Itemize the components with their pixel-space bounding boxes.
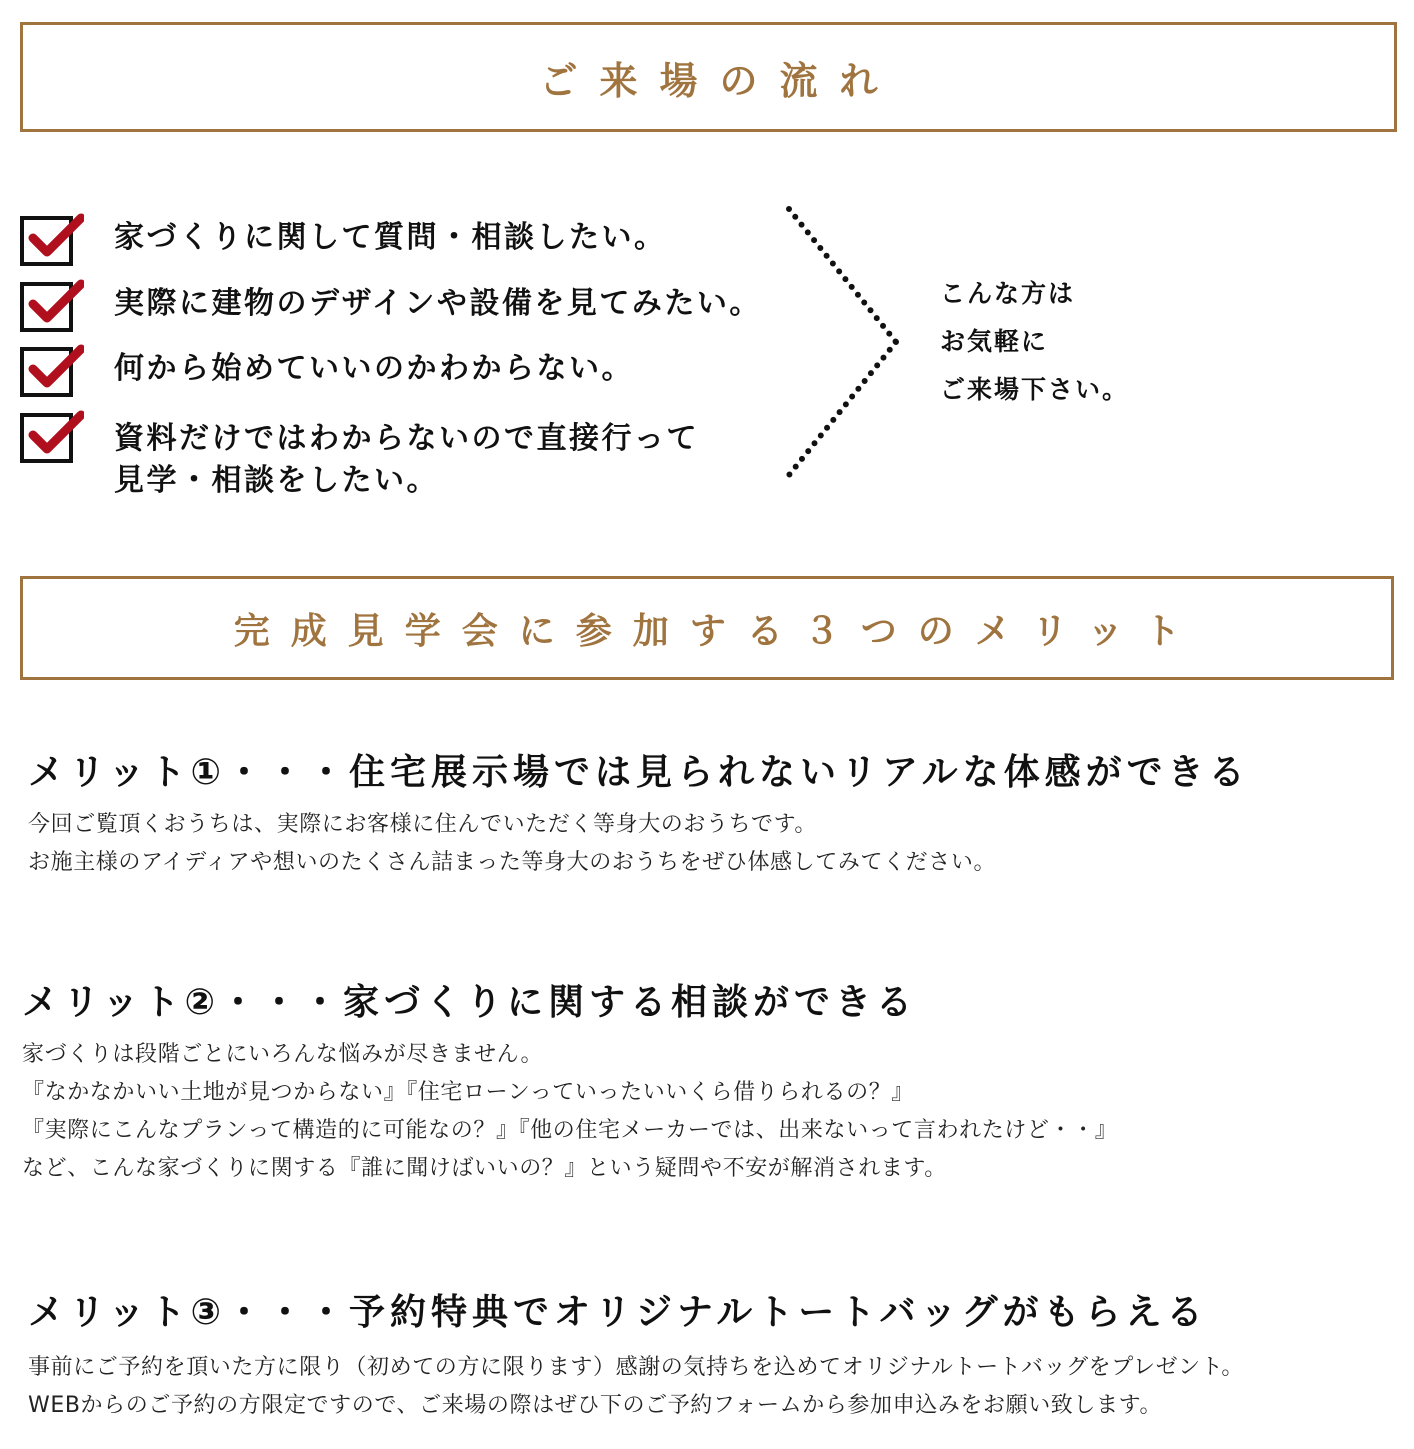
merit-title-frame [20, 576, 1394, 680]
checklist-item [20, 278, 762, 328]
flow-title: ご来場の流れ [539, 58, 900, 103]
merit-body [28, 1349, 1244, 1425]
audience-line: こんな方は [940, 279, 1076, 308]
merit-heading: メリット①・・・住宅展示場では見られないリアルな体感ができる [28, 752, 1250, 793]
merit-title: 完成見学会に参加する３つのメリット [233, 610, 1202, 652]
checklist-item [20, 409, 699, 502]
merit-body [28, 806, 996, 882]
checklist-item [20, 343, 634, 393]
merit-body-line: 今回ご覧頂くおうちは、実際にお客様に住んでいただく等身大のおうちです。 [28, 812, 818, 837]
merit-body [22, 1036, 1117, 1188]
checklist-line: 見学・相談をしたい。 [114, 463, 439, 498]
merit-heading: メリット③・・・予約特典でオリジナルトートバッグがもらえる [28, 1292, 1208, 1333]
checked-box-icon [20, 212, 74, 262]
checklist-item-text [114, 217, 667, 259]
checklist-item-text [114, 283, 762, 325]
checklist-line: 実際に建物のデザインや設備を見てみたい。 [114, 286, 762, 321]
checked-box-icon [20, 278, 74, 328]
checklist-line: 何から始めていいのかわからない。 [114, 351, 634, 386]
flow-title-frame [20, 22, 1397, 132]
merit-body-line: 『なかなかいい土地が見つからない』『住宅ローンっていったいいくら借りられるの？』 [22, 1080, 914, 1105]
merit-body-line: など、こんな家づくりに関する『誰に聞けばいいの？』という疑問や不安が解消されます。 [22, 1156, 947, 1181]
checked-box-icon [20, 409, 74, 459]
checklist-line: 資料だけではわからないので直接行って [114, 421, 699, 456]
audience-line: ご来場下さい。 [940, 375, 1130, 404]
merit-body-line: 『実際にこんなプランって構造的に可能なの？』『他の住宅メーカーでは、出来ないって言われたけど・・』 [22, 1118, 1118, 1143]
audience-message [940, 270, 1129, 414]
checklist-item [20, 212, 667, 262]
merit-body-line: 家づくりは段階ごとにいろんな悩みが尽きません。 [22, 1042, 544, 1067]
merit-body-line: WEBからのご予約の方限定ですので、ご来場の際はぜひ下のご予約フォームから参加申込みをお願い致します。 [28, 1393, 1163, 1418]
merit-body-line: 事前にご予約を頂いた方に限り（初めての方に限ります）感謝の気持ちを込めてオリジナルトートバッグをプレゼント。 [28, 1355, 1245, 1380]
merit-heading: メリット②・・・家づくりに関する相談ができる [22, 982, 918, 1023]
checklist-line: 家づくりに関して質問・相談したい。 [114, 220, 667, 255]
audience-line: お気軽に [940, 327, 1049, 356]
checked-box-icon [20, 343, 74, 393]
checklist-item-text [114, 418, 699, 502]
checklist-item-text [114, 348, 634, 390]
dotted-chevron-right-icon [780, 200, 910, 485]
merit-body-line: お施主様のアイディアや想いのたくさん詰まった等身大のおうちをぜひ体感してみてください。 [28, 850, 997, 875]
